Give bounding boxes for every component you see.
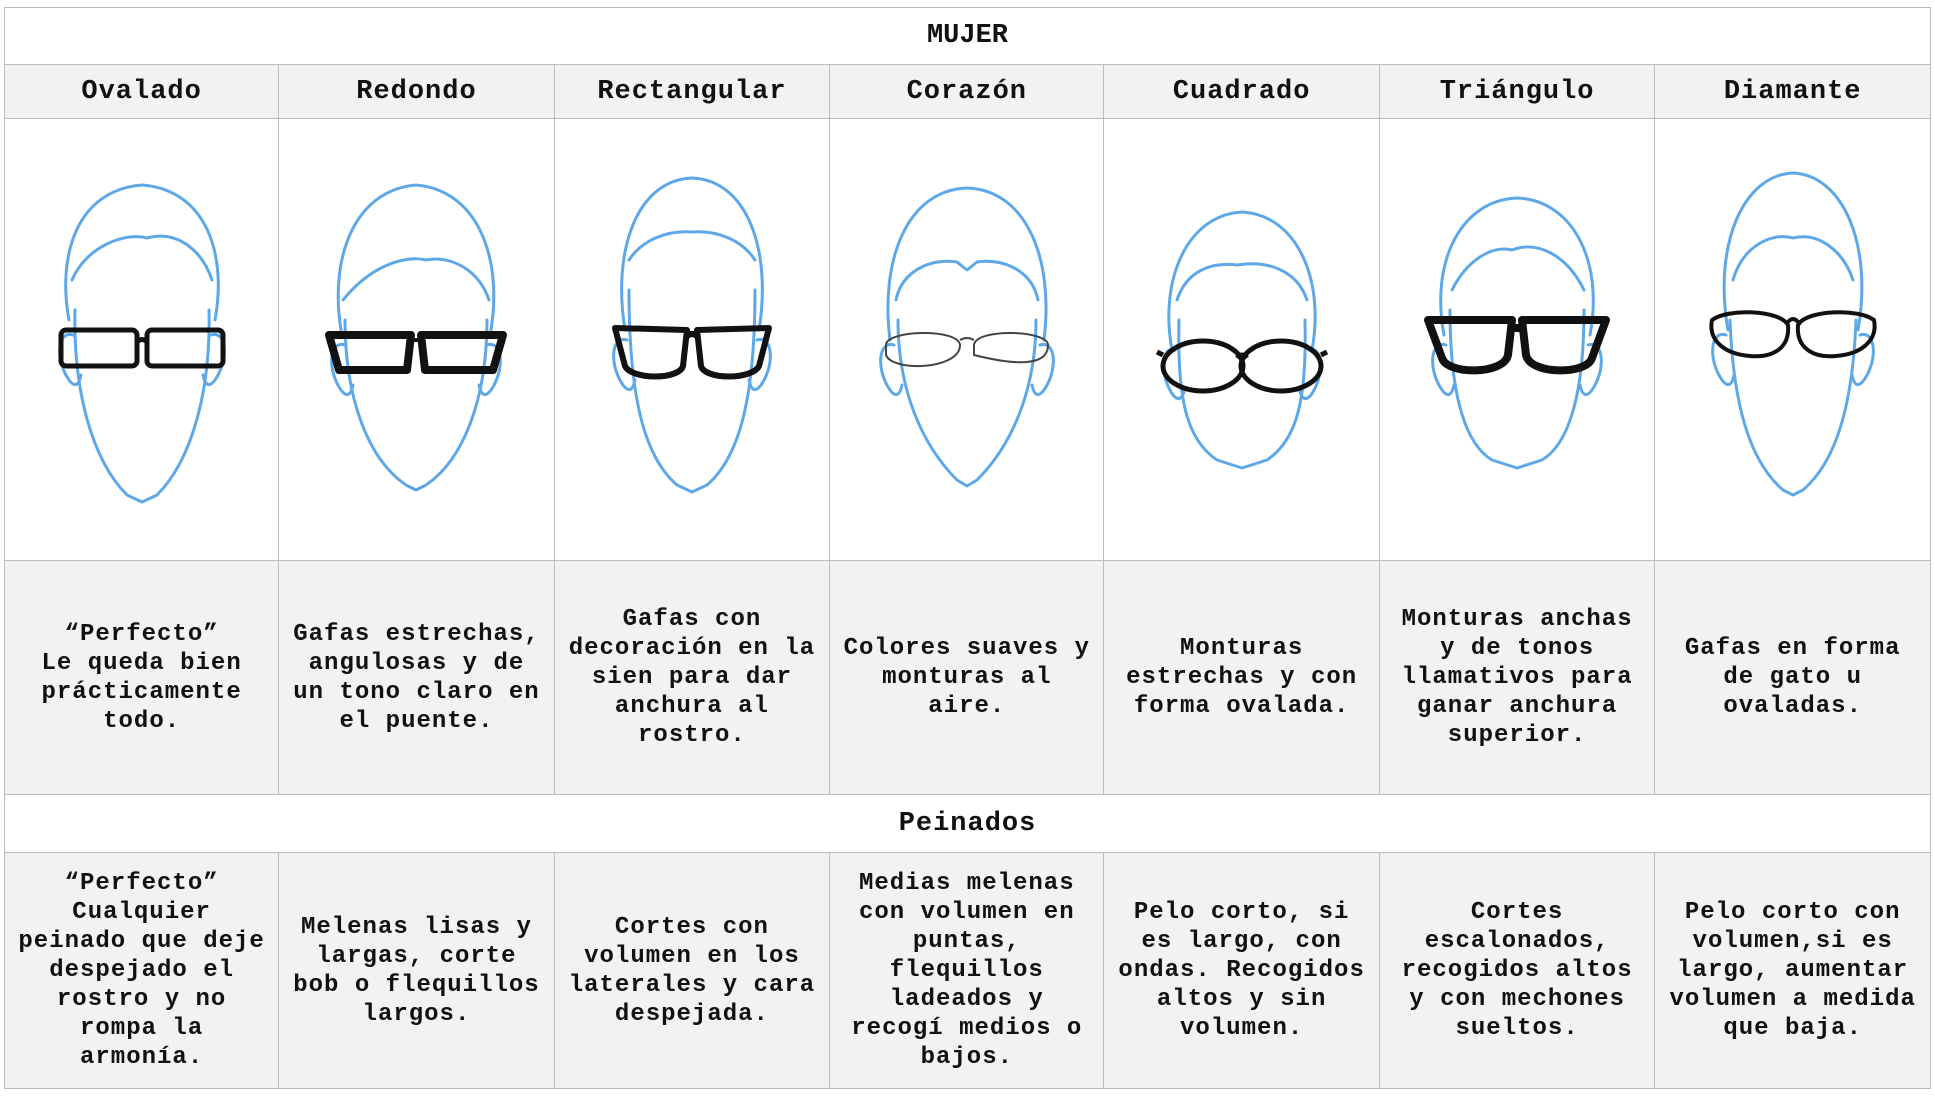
hair-advice-cell xyxy=(1655,853,1931,1089)
illustration-cell xyxy=(1379,119,1654,561)
wayfarer-glasses-icon xyxy=(615,328,769,377)
glasses-advice-cell xyxy=(279,561,554,795)
face-shape-header: Cuadrado xyxy=(1104,65,1379,119)
illustration-cell xyxy=(554,119,829,561)
face-shape-header-row xyxy=(5,65,1931,119)
hair-advice-text: Cortes escalonados, recogidos altos y con mechones sueltos. xyxy=(1401,899,1633,1042)
face-shape-header: Rectangular xyxy=(554,65,829,119)
illustration-cell xyxy=(1104,119,1379,561)
face-shape-header: Diamante xyxy=(1655,65,1931,119)
glasses-advice-text: Colores suaves y monturas al aire. xyxy=(843,635,1090,720)
glasses-advice-row xyxy=(5,561,1931,795)
angular-glasses-icon xyxy=(329,335,503,370)
glasses-advice-cell xyxy=(1104,561,1379,795)
glasses-advice-text: Monturas anchas y de tonos llamativos para ganar anchura superior. xyxy=(1401,606,1633,749)
oval-face-icon xyxy=(37,170,247,510)
illustration-cell xyxy=(1655,119,1931,561)
glasses-advice-cell xyxy=(1379,561,1654,795)
wide-bold-glasses-icon xyxy=(1428,320,1606,370)
round-face-icon xyxy=(311,170,521,510)
hair-advice-cell xyxy=(1379,853,1654,1089)
hair-advice-cell xyxy=(554,853,829,1089)
face-shape-guide-table xyxy=(4,7,1931,1089)
glasses-advice-text: Gafas en forma de gato u ovaladas. xyxy=(1684,635,1901,720)
heart-face-icon xyxy=(862,170,1072,510)
glasses-advice-text: Gafas con decoración en la sien para dar anchura al rostro. xyxy=(568,606,816,749)
illustration-cell xyxy=(5,119,279,561)
rimless-glasses-icon xyxy=(886,332,1048,365)
hair-section-title: Peinados xyxy=(5,795,1931,853)
glasses-advice-cell xyxy=(5,561,279,795)
face-shape-header: Redondo xyxy=(279,65,554,119)
glasses-advice-cell xyxy=(1655,561,1931,795)
glasses-advice-cell xyxy=(554,561,829,795)
hair-advice-row xyxy=(5,853,1931,1089)
rectangular-face-icon xyxy=(587,170,797,510)
glasses-advice-text: Gafas estrechas, angulosas y de un tono claro en el puente. xyxy=(293,620,540,735)
face-shape-header: Triángulo xyxy=(1379,65,1654,119)
glasses-advice-text: “Perfecto” Le queda bien prácticamente todo. xyxy=(41,620,242,735)
hair-section-row xyxy=(5,795,1931,853)
square-face-icon xyxy=(1137,170,1347,510)
glasses-advice-text: Monturas estrechas y con forma ovalada. xyxy=(1126,635,1358,720)
face-shape-header: Corazón xyxy=(830,65,1104,119)
hair-advice-cell xyxy=(830,853,1104,1089)
table-title: MUJER xyxy=(5,8,1931,65)
hair-advice-text: “Perfecto” Cualquier peinado que deje despejado el rostro y no rompa la armonía. xyxy=(18,870,265,1071)
triangle-face-icon xyxy=(1412,170,1622,510)
hair-advice-text: Melenas lisas y largas, corte bob o flequillos largos. xyxy=(293,913,540,1028)
illustration-cell xyxy=(279,119,554,561)
hair-advice-text: Cortes con volumen en los laterales y cara despejada. xyxy=(568,913,816,1028)
hair-advice-text: Pelo corto, si es largo, con ondas. Recogidos altos y sin volumen. xyxy=(1118,899,1365,1042)
glasses-advice-cell xyxy=(830,561,1104,795)
title-row xyxy=(5,8,1931,65)
diamond-face-icon xyxy=(1688,170,1898,510)
oval-glasses-icon xyxy=(1157,341,1327,391)
hair-advice-cell xyxy=(1104,853,1379,1089)
face-shape-header: Ovalado xyxy=(5,65,279,119)
hair-advice-cell xyxy=(279,853,554,1089)
hair-advice-text: Pelo corto con volumen,si es largo, aumentar volumen a medida que baja. xyxy=(1669,899,1916,1042)
rectangular-glasses-icon xyxy=(61,330,223,366)
illustration-cell xyxy=(830,119,1104,561)
hair-advice-cell xyxy=(5,853,279,1089)
illustration-row xyxy=(5,119,1931,561)
hair-advice-text: Medias melenas con volumen en puntas, flequillos ladeados y recogí medios o bajos. xyxy=(851,870,1083,1071)
cat-eye-glasses-icon xyxy=(1711,312,1874,356)
